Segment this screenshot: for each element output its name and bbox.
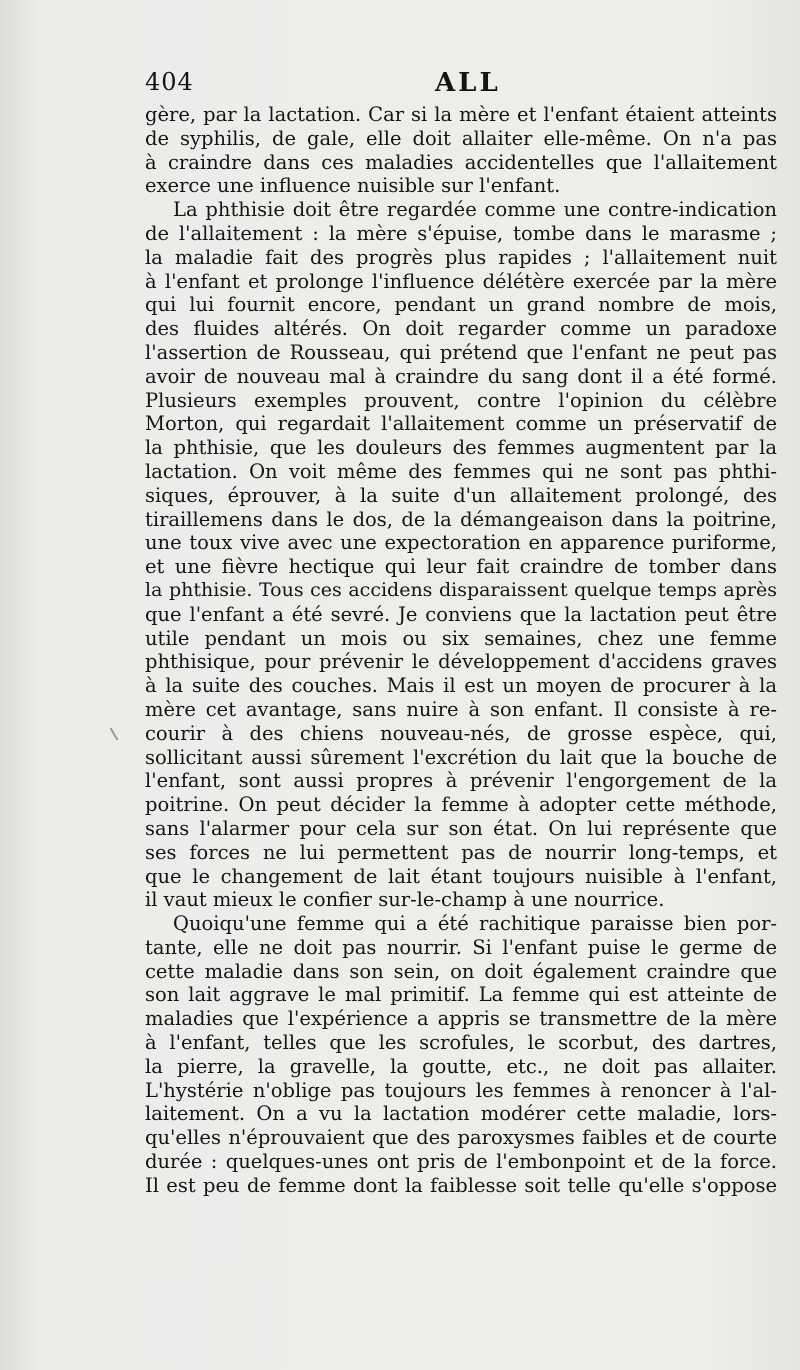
paragraph xyxy=(145,198,777,912)
text-line: durée : quelques-unes ont pris de l'embonpoint et de la force. xyxy=(145,1150,777,1174)
text-line: l'enfant, sont aussi propres à prévenir l'engorgement de la xyxy=(145,769,777,793)
text-line: poitrine. On peut décider la femme à adopter cette méthode, xyxy=(145,793,777,817)
text-line: et une fièvre hectique qui leur fait craindre de tomber dans xyxy=(145,555,777,579)
text-line: siques, éprouver, à la suite d'un allaitement prolongé, des xyxy=(145,483,777,507)
text-line: l'assertion de Rousseau, qui prétend que l'enfant ne peut pas xyxy=(145,340,777,364)
text-line: Morton, qui regardait l'allaitement comme un préservatif de xyxy=(145,412,777,436)
text-line: utile pendant un mois ou six semaines, chez une femme xyxy=(145,626,777,650)
text-line: ses forces ne lui permettent pas de nourrir long-temps, et xyxy=(145,840,777,864)
text-line: L'hystérie n'oblige pas toujours les femmes à renoncer à l'al- xyxy=(145,1078,777,1102)
margin-mark xyxy=(110,727,119,740)
text-line: tiraillemens dans le dos, de la démangeaison dans la poitrine, xyxy=(145,507,777,531)
text-line: Quoiqu'une femme qui a été rachitique paraisse bien por- xyxy=(173,912,777,936)
body-text xyxy=(145,103,777,1198)
text-line: Il est peu de femme dont la faiblesse soit telle qu'elle s'oppose xyxy=(145,1173,777,1197)
text-line: courir à des chiens nouveau-nés, de grosse espèce, qui, xyxy=(145,721,777,745)
text-line: à craindre dans ces maladies accidentelles que l'allaitement xyxy=(145,150,777,174)
text-line: maladies que l'expérience a appris se transmettre de la mère xyxy=(145,1007,777,1031)
text-line: La phthisie doit être regardée comme une contre-indication xyxy=(173,198,777,222)
text-line: tante, elle ne doit pas nourrir. Si l'enfant puise le germe de xyxy=(145,935,777,959)
text-line: que le changement de lait étant toujours nuisible à l'enfant, xyxy=(145,864,777,888)
text-line: il vaut mieux le confier sur-le-champ à une nourrice. xyxy=(145,888,665,912)
text-line: que l'enfant a été sevré. Je conviens que la lactation peut être xyxy=(145,602,777,626)
text-line: la pierre, la gravelle, la goutte, etc., ne doit pas allaiter. xyxy=(145,1054,777,1078)
text-line: qui lui fournit encore, pendant un grand nombre de mois, xyxy=(145,293,777,317)
text-line: à l'enfant, telles que les scrofules, le scorbut, des dartres, xyxy=(145,1031,777,1055)
text-line: à l'enfant et prolonge l'influence délétère exercée par la mère xyxy=(145,269,777,293)
text-line: une toux vive avec une expectoration en apparence puriforme, xyxy=(145,531,777,555)
text-line: laitement. On a vu la lactation modérer cette maladie, lors- xyxy=(145,1102,777,1126)
text-line: gère, par la lactation. Car si la mère et l'enfant étaient atteints xyxy=(145,103,777,126)
text-line: de l'allaitement : la mère s'épuise, tombe dans le marasme ; xyxy=(145,221,777,245)
paragraph xyxy=(145,103,777,198)
text-line: la maladie fait des progrès plus rapides ; l'allaitement nuit xyxy=(145,245,777,269)
text-line: des fluides altérés. On doit regarder comme un paradoxe xyxy=(145,317,777,341)
text-line: la phthisie. Tous ces accidens disparaissent quelque temps après xyxy=(145,578,777,601)
text-line: mère cet avantage, sans nuire à son enfant. Il consiste à re- xyxy=(145,697,777,721)
text-line: lactation. On voit même des femmes qui ne sont pas phthi- xyxy=(145,459,777,483)
text-line: phthisique, pour prévenir le développement d'accidens graves xyxy=(145,650,777,674)
text-line: de syphilis, de gale, elle doit allaiter elle-même. On n'a pas xyxy=(145,126,777,150)
text-line: la phthisie, que les douleurs des femmes augmentent par la xyxy=(145,436,777,460)
text-line: cette maladie dans son sein, on doit également craindre que xyxy=(145,959,777,983)
text-line: Plusieurs exemples prouvent, contre l'opinion du célèbre xyxy=(145,388,777,412)
text-line: sollicitant aussi sûrement l'excrétion du lait que la bouche de xyxy=(145,745,777,769)
paragraph xyxy=(145,912,777,1198)
text-line: à la suite des couches. Mais il est un moyen de procurer à la xyxy=(145,674,777,698)
text-line: exerce une influence nuisible sur l'enfant. xyxy=(145,174,561,198)
running-head: ALL xyxy=(435,68,501,98)
text-line: avoir de nouveau mal à craindre du sang dont il a été formé. xyxy=(145,364,777,388)
text-line: son lait aggrave le mal primitif. La femme qui est atteinte de xyxy=(145,983,777,1007)
text-line: sans l'alarmer pour cela sur son état. On lui représente que xyxy=(145,816,777,840)
page-number: 404 xyxy=(145,68,194,96)
page-header xyxy=(145,68,775,102)
text-line: qu'elles n'éprouvaient que des paroxysmes faibles et de courte xyxy=(145,1126,777,1150)
